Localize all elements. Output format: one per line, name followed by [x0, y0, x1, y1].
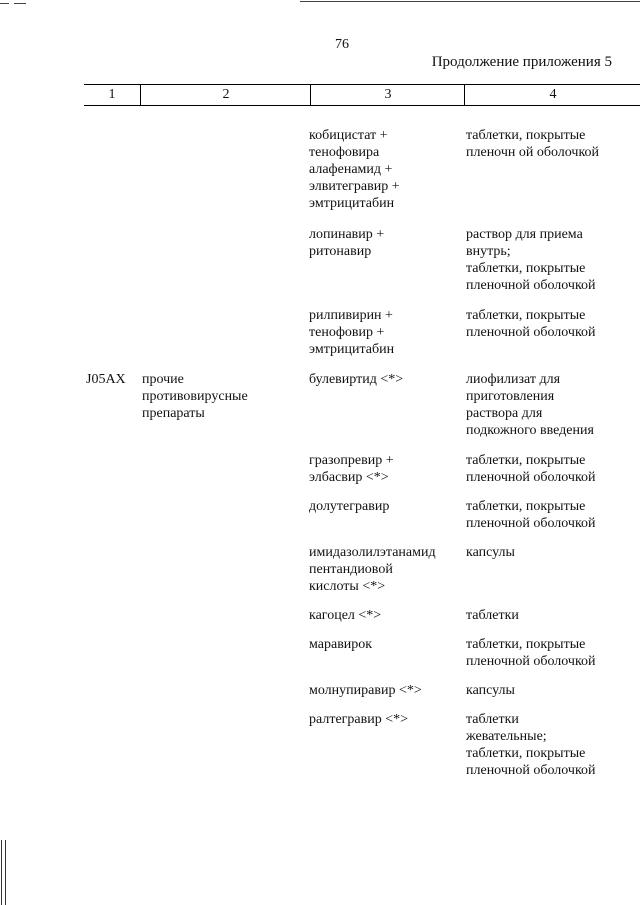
- drug-name-cell: кобицистат + тенофовира алафенамид + элвитегравир + эмтрицитабин: [309, 128, 400, 211]
- pharm-group-cell: прочие противовирусные препараты: [142, 372, 248, 421]
- dosage-form-cell: таблетки, покрытые пленочной оболочкой: [466, 499, 596, 531]
- header-col-2: 2: [140, 85, 311, 105]
- header-col-4: 4: [464, 85, 640, 105]
- header-col-1: 1: [108, 87, 116, 102]
- dosage-form-cell: таблетки, покрытые пленочной оболочкой: [466, 637, 596, 669]
- dosage-form-cell: таблетки, покрытые пленочной оболочкой: [466, 453, 596, 485]
- drug-name-cell: ралтегравир <*>: [309, 712, 409, 727]
- dosage-form-cell: капсулы: [466, 683, 515, 698]
- dosage-form-cell: капсулы: [466, 545, 515, 560]
- dosage-form-cell: лиофилизат для приготовления раствора для подкожного введения: [466, 372, 594, 438]
- drug-name-cell: рилпивирин + тенофовир + эмтрицитабин: [309, 308, 395, 357]
- header-col-3: 3: [310, 85, 465, 105]
- drug-name-cell: булевиртид <*>: [309, 372, 404, 387]
- dosage-form-cell: таблетки жевательные; таблетки, покрытые пленочной оболочкой: [466, 712, 596, 778]
- drug-name-cell: гразопревир + элбасвир <*>: [309, 453, 394, 485]
- table-header-row: [84, 84, 640, 106]
- scan-edge-marks: [0, 840, 10, 905]
- drug-name-cell: лопинавир + ритонавир: [309, 227, 385, 259]
- drug-name-cell: имидазолилэтанамид пентандиовой кислоты <*>: [309, 545, 436, 594]
- dosage-form-cell: таблетки, покрытые пленочной оболочкой: [466, 308, 596, 340]
- scan-top-marks: [0, 0, 640, 8]
- atc-code-cell: J05AX: [86, 372, 126, 387]
- drug-name-cell: молнупиравир <*>: [309, 683, 422, 698]
- dosage-form-cell: таблетки: [466, 608, 519, 623]
- dosage-form-cell: раствор для приема внутрь; таблетки, покрытые пленочной оболочкой: [466, 227, 596, 293]
- drug-name-cell: маравирок: [309, 637, 373, 652]
- dosage-form-cell: таблетки, покрытые пленочн ой оболочкой: [466, 128, 600, 160]
- drug-name-cell: долутегравир: [309, 499, 390, 514]
- appendix-continuation-note: Продолжение приложения 5: [431, 54, 612, 70]
- page-number: 76: [335, 37, 349, 52]
- drug-name-cell: кагоцел <*>: [309, 608, 382, 623]
